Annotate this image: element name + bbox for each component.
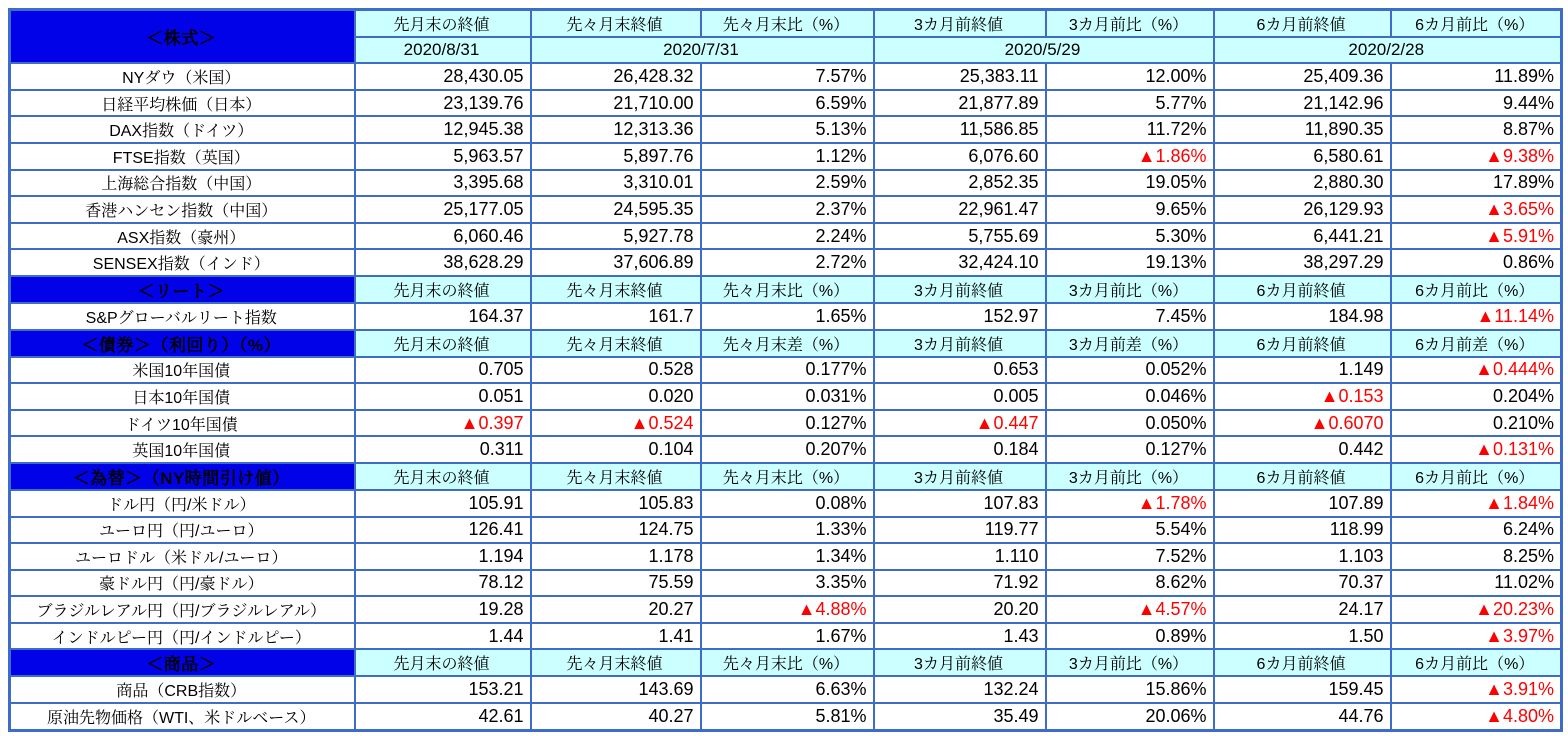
value-cell: 2.37% [701, 196, 874, 223]
value-cell: 0.210% [1391, 410, 1562, 437]
column-header: 3カ月前終値 [874, 10, 1046, 37]
column-header: 先々月末比（%） [701, 463, 874, 490]
row-label: ドイツ10年国債 [10, 410, 355, 437]
column-header: 先々月末終値 [531, 276, 701, 303]
value-cell: 26,129.93 [1214, 196, 1391, 223]
column-header: 先々月末比（%） [701, 276, 874, 303]
value-cell: 107.83 [874, 490, 1046, 517]
row-label: 豪ドル円（円/豪ドル） [10, 570, 355, 597]
data-row [10, 517, 1562, 544]
column-header: 3カ月前終値 [874, 463, 1046, 490]
value-cell: 0.020 [531, 383, 701, 410]
value-cell: ▲20.23% [1391, 596, 1562, 623]
value-cell: 20.27 [531, 596, 701, 623]
value-cell: 143.69 [531, 676, 701, 703]
value-cell: 3,395.68 [355, 170, 531, 197]
value-cell: 0.705 [355, 357, 531, 384]
row-label: 原油先物価格（WTI、米ドルベース） [10, 703, 355, 730]
column-header: 3カ月前比（%） [1046, 463, 1214, 490]
section-title-commodities: ＜商品＞ [10, 649, 355, 676]
value-cell: 0.052% [1046, 357, 1214, 384]
column-header: 先月末の終値 [355, 10, 531, 37]
column-header: 先月末の終値 [355, 276, 531, 303]
column-header: 3カ月前終値 [874, 276, 1046, 303]
value-cell: 153.21 [355, 676, 531, 703]
value-cell: 1.65% [701, 303, 874, 330]
column-header: 先々月末比（%） [701, 649, 874, 676]
value-cell: 7.52% [1046, 543, 1214, 570]
value-cell: 2.72% [701, 249, 874, 276]
data-row [10, 703, 1562, 730]
value-cell: 0.311 [355, 436, 531, 463]
value-cell: 0.177% [701, 357, 874, 384]
date-cell: 2020/2/28 [1214, 37, 1562, 64]
data-row [10, 570, 1562, 597]
column-header: 3カ月前比（%） [1046, 649, 1214, 676]
value-cell: ▲4.88% [701, 596, 874, 623]
column-header: 先々月末終値 [531, 463, 701, 490]
column-header: 3カ月前比（%） [1046, 276, 1214, 303]
section-title-stocks: ＜株式＞ [10, 10, 355, 64]
row-label: FTSE指数（英国） [10, 143, 355, 170]
value-cell: 11,890.35 [1214, 116, 1391, 143]
value-cell: 2.59% [701, 170, 874, 197]
value-cell: 8.87% [1391, 116, 1562, 143]
value-cell: 132.24 [874, 676, 1046, 703]
value-cell: 19.13% [1046, 249, 1214, 276]
date-cell: 2020/7/31 [531, 37, 874, 64]
value-cell: 3,310.01 [531, 170, 701, 197]
date-cell: 2020/5/29 [874, 37, 1214, 64]
value-cell: 1.34% [701, 543, 874, 570]
column-header: 3カ月前比（%） [1046, 10, 1214, 37]
value-cell: ▲9.38% [1391, 143, 1562, 170]
value-cell: 126.41 [355, 517, 531, 544]
column-header: 6カ月前比（%） [1391, 276, 1562, 303]
column-header: 6カ月前終値 [1214, 10, 1391, 37]
value-cell: 42.61 [355, 703, 531, 730]
value-cell: 1.50 [1214, 623, 1391, 650]
data-row [10, 596, 1562, 623]
data-row [10, 63, 1562, 90]
column-header: 先々月末終値 [531, 330, 701, 357]
value-cell: ▲1.78% [1046, 490, 1214, 517]
value-cell: 159.45 [1214, 676, 1391, 703]
row-label: インドルピー円（円/インドルピー） [10, 623, 355, 650]
value-cell: 9.65% [1046, 196, 1214, 223]
value-cell: 6,076.60 [874, 143, 1046, 170]
value-cell: 1.43 [874, 623, 1046, 650]
value-cell: 105.91 [355, 490, 531, 517]
value-cell: 23,139.76 [355, 90, 531, 117]
column-header: 6カ月前比（%） [1391, 10, 1562, 37]
data-row [10, 303, 1562, 330]
value-cell: ▲3.97% [1391, 623, 1562, 650]
value-cell: 6.59% [701, 90, 874, 117]
data-row [10, 357, 1562, 384]
value-cell: 44.76 [1214, 703, 1391, 730]
data-row [10, 223, 1562, 250]
data-row [10, 90, 1562, 117]
value-cell: ▲0.397 [355, 410, 531, 437]
row-label: 香港ハンセン指数（中国） [10, 196, 355, 223]
value-cell: 38,628.29 [355, 249, 531, 276]
data-row [10, 436, 1562, 463]
value-cell: 75.59 [531, 570, 701, 597]
value-cell: 70.37 [1214, 570, 1391, 597]
value-cell: 35.49 [874, 703, 1046, 730]
data-row [10, 543, 1562, 570]
value-cell: ▲4.80% [1391, 703, 1562, 730]
column-header: 先月末の終値 [355, 463, 531, 490]
value-cell: 164.37 [355, 303, 531, 330]
value-cell: 21,710.00 [531, 90, 701, 117]
value-cell: ▲11.14% [1391, 303, 1562, 330]
value-cell: 19.05% [1046, 170, 1214, 197]
value-cell: 2,852.35 [874, 170, 1046, 197]
value-cell: 78.12 [355, 570, 531, 597]
column-header: 6カ月前差（%） [1391, 330, 1562, 357]
value-cell: 1.149 [1214, 357, 1391, 384]
value-cell: 0.104 [531, 436, 701, 463]
data-row [10, 170, 1562, 197]
value-cell: 11,586.85 [874, 116, 1046, 143]
value-cell: 0.08% [701, 490, 874, 517]
row-label: ASX指数（豪州） [10, 223, 355, 250]
value-cell: 2,880.30 [1214, 170, 1391, 197]
value-cell: 1.41 [531, 623, 701, 650]
value-cell: 8.62% [1046, 570, 1214, 597]
row-label: ドル円（円/米ドル） [10, 490, 355, 517]
column-header: 6カ月前終値 [1214, 276, 1391, 303]
value-cell: 3.35% [701, 570, 874, 597]
value-cell: 22,961.47 [874, 196, 1046, 223]
value-cell: 0.050% [1046, 410, 1214, 437]
value-cell: 0.86% [1391, 249, 1562, 276]
value-cell: 15.86% [1046, 676, 1214, 703]
value-cell: 0.207% [701, 436, 874, 463]
row-label: 商品（CRB指数） [10, 676, 355, 703]
value-cell: 5,897.76 [531, 143, 701, 170]
value-cell: 5.13% [701, 116, 874, 143]
column-header: 先々月末差（%） [701, 330, 874, 357]
data-row [10, 116, 1562, 143]
row-label: ユーロ円（円/ユーロ） [10, 517, 355, 544]
value-cell: ▲1.86% [1046, 143, 1214, 170]
column-header: 3カ月前終値 [874, 330, 1046, 357]
value-cell: 0.204% [1391, 383, 1562, 410]
value-cell: 5.81% [701, 703, 874, 730]
value-cell: ▲0.131% [1391, 436, 1562, 463]
value-cell: 25,383.11 [874, 63, 1046, 90]
row-label: ブラジルレアル円（円/ブラジルレアル） [10, 596, 355, 623]
market-table-body [10, 10, 1562, 731]
value-cell: 124.75 [531, 517, 701, 544]
value-cell: 20.20 [874, 596, 1046, 623]
value-cell: 184.98 [1214, 303, 1391, 330]
data-row [10, 490, 1562, 517]
value-cell: 1.44 [355, 623, 531, 650]
value-cell: 17.89% [1391, 170, 1562, 197]
value-cell: 26,428.32 [531, 63, 701, 90]
row-label: NYダウ（米国） [10, 63, 355, 90]
section-header-row-commodities [10, 649, 1562, 676]
value-cell: 152.97 [874, 303, 1046, 330]
value-cell: 1.194 [355, 543, 531, 570]
value-cell: 5,927.78 [531, 223, 701, 250]
section-header-row-reit [10, 276, 1562, 303]
value-cell: 1.33% [701, 517, 874, 544]
value-cell: 25,177.05 [355, 196, 531, 223]
row-label: 米国10年国債 [10, 357, 355, 384]
row-label: 英国10年国債 [10, 436, 355, 463]
column-header: 先々月末比（%） [701, 10, 874, 37]
data-row [10, 623, 1562, 650]
value-cell: 118.99 [1214, 517, 1391, 544]
value-cell: ▲3.91% [1391, 676, 1562, 703]
value-cell: ▲1.84% [1391, 490, 1562, 517]
data-row [10, 383, 1562, 410]
value-cell: 0.127% [1046, 436, 1214, 463]
value-cell: 0.046% [1046, 383, 1214, 410]
value-cell: 0.442 [1214, 436, 1391, 463]
value-cell: 24,595.35 [531, 196, 701, 223]
value-cell: 6,441.21 [1214, 223, 1391, 250]
row-label: 日本10年国債 [10, 383, 355, 410]
value-cell: 9.44% [1391, 90, 1562, 117]
value-cell: 119.77 [874, 517, 1046, 544]
row-label: ユーロドル（米ドル/ユーロ） [10, 543, 355, 570]
value-cell: 21,142.96 [1214, 90, 1391, 117]
value-cell: 24.17 [1214, 596, 1391, 623]
data-row [10, 410, 1562, 437]
value-cell: 5.77% [1046, 90, 1214, 117]
value-cell: 0.184 [874, 436, 1046, 463]
date-cell: 2020/8/31 [355, 37, 531, 64]
value-cell: 1.110 [874, 543, 1046, 570]
value-cell: 8.25% [1391, 543, 1562, 570]
section-header-row-stocks [10, 10, 1562, 37]
value-cell: 105.83 [531, 490, 701, 517]
value-cell: 5.54% [1046, 517, 1214, 544]
value-cell: 0.051 [355, 383, 531, 410]
value-cell: ▲0.444% [1391, 357, 1562, 384]
row-label: 日経平均株価（日本） [10, 90, 355, 117]
value-cell: 38,297.29 [1214, 249, 1391, 276]
market-summary-table [8, 8, 1563, 732]
value-cell: ▲0.524 [531, 410, 701, 437]
value-cell: 0.005 [874, 383, 1046, 410]
value-cell: ▲0.153 [1214, 383, 1391, 410]
value-cell: 7.57% [701, 63, 874, 90]
value-cell: 28,430.05 [355, 63, 531, 90]
value-cell: ▲0.447 [874, 410, 1046, 437]
column-header: 先々月末終値 [531, 10, 701, 37]
section-title-bonds: ＜債券＞（利回り）（%） [10, 330, 355, 357]
value-cell: ▲3.65% [1391, 196, 1562, 223]
value-cell: 20.06% [1046, 703, 1214, 730]
value-cell: 1.103 [1214, 543, 1391, 570]
value-cell: 0.528 [531, 357, 701, 384]
value-cell: ▲0.6070 [1214, 410, 1391, 437]
value-cell: 12,313.36 [531, 116, 701, 143]
value-cell: 6.24% [1391, 517, 1562, 544]
value-cell: 1.67% [701, 623, 874, 650]
row-label: 上海総合指数（中国） [10, 170, 355, 197]
section-title-reit: ＜リート＞ [10, 276, 355, 303]
value-cell: 5.30% [1046, 223, 1214, 250]
value-cell: 6,060.46 [355, 223, 531, 250]
value-cell: 1.12% [701, 143, 874, 170]
row-label: SENSEX指数（インド） [10, 249, 355, 276]
value-cell: 5,963.57 [355, 143, 531, 170]
column-header: 先月末の終値 [355, 330, 531, 357]
section-header-row-bonds [10, 330, 1562, 357]
value-cell: 6,580.61 [1214, 143, 1391, 170]
data-row [10, 676, 1562, 703]
value-cell: 5,755.69 [874, 223, 1046, 250]
value-cell: 12,945.38 [355, 116, 531, 143]
value-cell: 12.00% [1046, 63, 1214, 90]
column-header: 6カ月前比（%） [1391, 463, 1562, 490]
value-cell: 11.02% [1391, 570, 1562, 597]
value-cell: 6.63% [701, 676, 874, 703]
value-cell: 21,877.89 [874, 90, 1046, 117]
value-cell: 37,606.89 [531, 249, 701, 276]
section-header-row-fx [10, 463, 1562, 490]
data-row [10, 143, 1562, 170]
value-cell: 11.72% [1046, 116, 1214, 143]
data-row [10, 249, 1562, 276]
row-label: DAX指数（ドイツ） [10, 116, 355, 143]
value-cell: 40.27 [531, 703, 701, 730]
value-cell: 161.7 [531, 303, 701, 330]
value-cell: 19.28 [355, 596, 531, 623]
value-cell: 0.89% [1046, 623, 1214, 650]
column-header: 6カ月前終値 [1214, 463, 1391, 490]
value-cell: 107.89 [1214, 490, 1391, 517]
column-header: 6カ月前比（%） [1391, 649, 1562, 676]
column-header: 3カ月前差（%） [1046, 330, 1214, 357]
value-cell: ▲4.57% [1046, 596, 1214, 623]
value-cell: 7.45% [1046, 303, 1214, 330]
value-cell: 25,409.36 [1214, 63, 1391, 90]
value-cell: ▲5.91% [1391, 223, 1562, 250]
row-label: S&Pグローバルリート指数 [10, 303, 355, 330]
value-cell: 0.653 [874, 357, 1046, 384]
value-cell: 0.127% [701, 410, 874, 437]
column-header: 先々月末終値 [531, 649, 701, 676]
column-header: 3カ月前終値 [874, 649, 1046, 676]
column-header: 6カ月前終値 [1214, 649, 1391, 676]
column-header: 先月末の終値 [355, 649, 531, 676]
value-cell: 0.031% [701, 383, 874, 410]
value-cell: 71.92 [874, 570, 1046, 597]
value-cell: 11.89% [1391, 63, 1562, 90]
value-cell: 2.24% [701, 223, 874, 250]
column-header: 6カ月前終値 [1214, 330, 1391, 357]
value-cell: 32,424.10 [874, 249, 1046, 276]
data-row [10, 196, 1562, 223]
value-cell: 1.178 [531, 543, 701, 570]
section-title-fx: ＜為替＞（NY時間引け値） [10, 463, 355, 490]
